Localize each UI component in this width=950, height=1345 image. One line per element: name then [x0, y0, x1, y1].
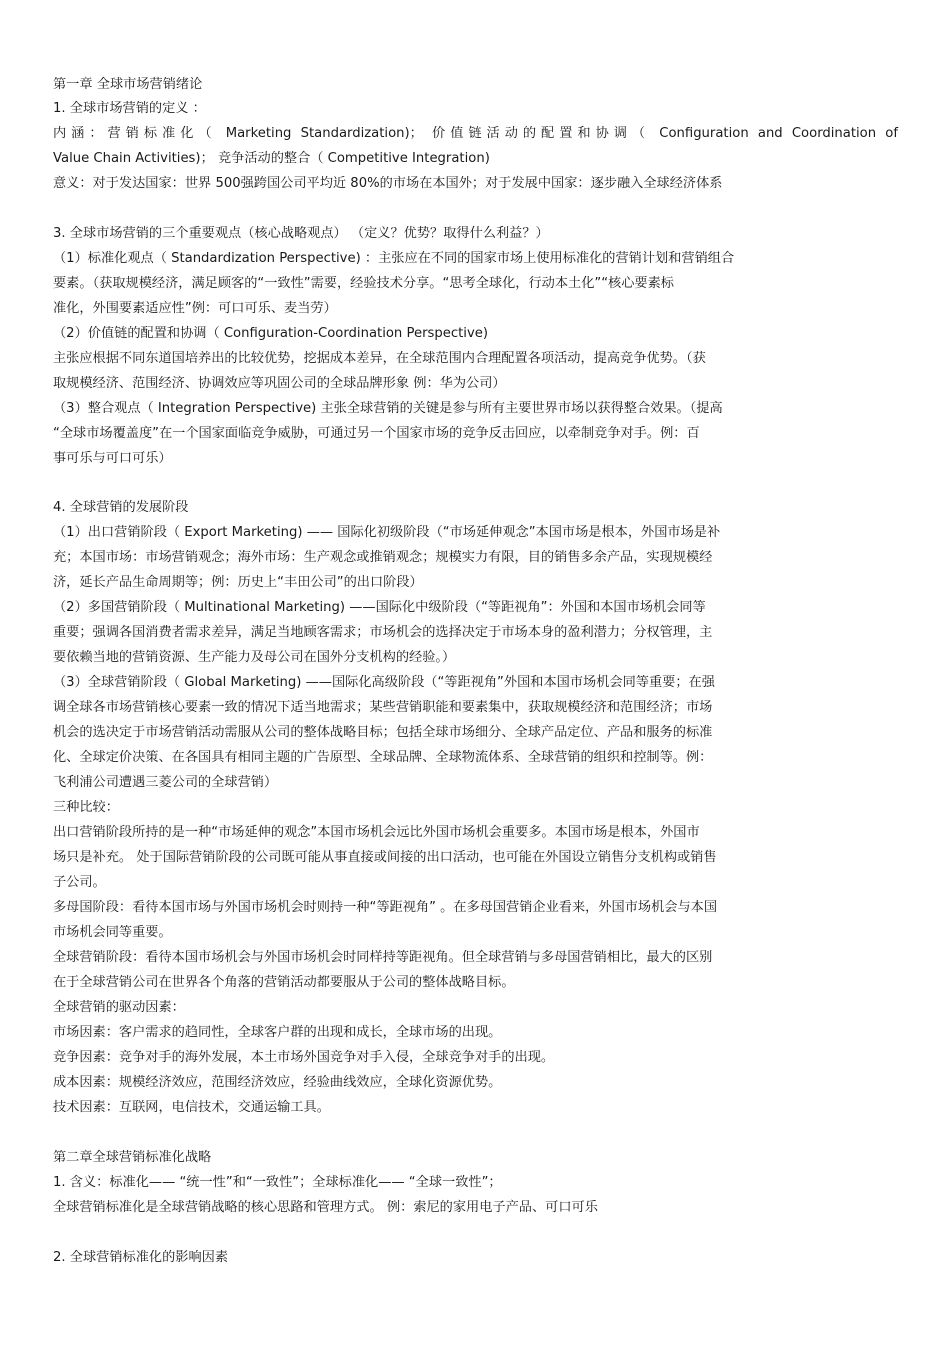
text-line: 调全球各市场营销核心要素一致的情况下适当地需求；某些营销职能和要素集中，获取规模经济和范围经济；市场	[53, 700, 713, 715]
text-line: 子公司。	[53, 875, 106, 890]
text-line: 全球营销的驱动因素：	[53, 1000, 185, 1015]
text-line: 要素。（获取规模经济，满足顾客的“一致性”需要，经验技术分享。“思考全球化，行动本土化”“核心要素标	[53, 276, 674, 291]
text-line: 充；本国市场：市场营销观念；海外市场：生产观念或推销观念；规模实力有限，目的销售多余产品，实现规模经	[53, 550, 713, 565]
text-line: 主张应根据不同东道国培养出的比较优势，挖据成本差异，在全球范围内合理配置各项活动，提高竞争优势。（获	[53, 351, 706, 366]
text-line: 1. 含义：标准化—— “统一性”和“一致性”；全球标准化—— “全球一致性”；	[53, 1175, 502, 1190]
text-line: Value Chain Activities)； 竞争活动的整合（ Competitive Integration)	[53, 151, 490, 166]
text-line: 意义：对于发达国家：世界 500强跨国公司平均近 80%的市场在本国外；对于发展中国家：逐步融入全球经济体系	[53, 176, 723, 191]
text-line: 4. 全球营销的发展阶段	[53, 500, 189, 515]
text-line: （3）整合观点（ Integration Perspective) 主张全球营销的关键是参与所有主要世界市场以获得整合效果。（提高	[53, 401, 723, 416]
text-line: 要依赖当地的营销资源、生产能力及母公司在国外分支机构的经验。）	[53, 650, 456, 665]
text-line: （2）价值链的配置和协调（ Configuration-Coordination Perspective)	[53, 326, 489, 341]
text-line: 事可乐与可口可乐）	[53, 451, 172, 466]
text-line: 市场因素：客户需求的趋同性，全球客户群的出现和成长，全球市场的出现。	[53, 1025, 502, 1040]
text-line: 三种比较：	[53, 800, 119, 815]
text-line: 飞利浦公司遭遇三菱公司的全球营销）	[53, 775, 278, 790]
text-line: 技术因素：互联网，电信技术，交通运输工具。	[53, 1100, 330, 1115]
text-line: 场只是补充。 处于国际营销阶段的公司既可能从事直接或间接的出口活动，也可能在外国设立销售分支机构或销售	[53, 850, 717, 865]
text-line: 竞争因素：竞争对手的海外发展，本土市场外国竞争对手入侵，全球竞争对手的出现。	[53, 1050, 555, 1065]
text-line: 在于全球营销公司在世界各个角落的营销活动都要服从于公司的整体战略目标。	[53, 975, 515, 990]
text-line: （1）出口营销阶段（ Export Marketing) —— 国际化初级阶段（“市场延伸观念”本国市场是根本，外国市场是补	[53, 525, 721, 540]
text-line: 重要；强调各国消费者需求差异，满足当地顾客需求；市场机会的选择决定于市场本身的盈利潜力；分权管理，主	[53, 625, 713, 640]
text-line: “全球市场覆盖度”在一个国家面临竞争威胁，可通过另一个国家市场的竞争反击回应，以牵制竞争对手。例：百	[53, 426, 700, 441]
text-line: 多母国阶段：看待本国市场与外国市场机会时则持一种“等距视角” 。在多母国营销企业看来，外国市场机会与本国	[53, 900, 718, 915]
text-line: 取规模经济、范围经济、协调效应等巩固公司的全球品牌形象 例：华为公司）	[53, 376, 506, 391]
text-line: 第一章 全球市场营销绪论	[53, 77, 203, 92]
text-line: 全球营销阶段：看待本国市场机会与外国市场机会时同样持等距视角。但全球营销与多母国营销相比，最大的区别	[53, 950, 713, 965]
text-line: （3）全球营销阶段（ Global Marketing) ——国际化高级阶段（“等距视角”外国和本国市场机会同等重要；在强	[53, 675, 715, 690]
text-line: 内涵：营销标准化（ Marketing Standardization)； 价值链活动的配置和协调（ Configuration and Coordination of	[53, 126, 898, 141]
text-line: 机会的选决定于市场营销活动需服从公司的整体战略目标；包括全球市场细分、全球产品定位、产品和服务的标准	[53, 725, 713, 740]
text-line: 全球营销标准化是全球营销战略的核心思路和管理方式。 例：索尼的家用电子产品、可口可乐	[53, 1200, 598, 1215]
text-line: 准化，外围要素适应性”例：可口可乐、麦当劳）	[53, 301, 337, 316]
text-line: 市场机会同等重要。	[53, 925, 172, 940]
text-line: 3. 全球市场营销的三个重要观点（核心战略观点） （定义？优势？取得什么利益？）	[53, 226, 549, 241]
text-line: 济，延长产品生命周期等；例：历史上“丰田公司”的出口阶段）	[53, 575, 423, 590]
text-line: 2. 全球营销标准化的影响因素	[53, 1250, 229, 1265]
text-line: 1. 全球市场营销的定义 ：	[53, 101, 206, 116]
text-line: 化、全球定价决策、在各国具有相同主题的广告原型、全球品牌、全球物流体系、全球营销的组织和控制等。例：	[53, 750, 713, 765]
text-line: 成本因素：规模经济效应，范围经济效应，经验曲线效应，全球化资源优势。	[53, 1075, 502, 1090]
text-line: （1）标准化观点（ Standardization Perspective) ：主张应在不同的国家市场上使用标准化的营销计划和营销组合	[53, 251, 735, 266]
text-line: 第二章全球营销标准化战略	[53, 1150, 212, 1165]
text-line: 出口营销阶段所持的是一种“市场延伸的观念”本国市场机会远比外国市场机会重要多。本国市场是根本，外国市	[53, 825, 700, 840]
text-line: （2）多国营销阶段（ Multinational Marketing) ——国际化中级阶段（“等距视角”：外国和本国市场机会同等	[53, 600, 706, 615]
